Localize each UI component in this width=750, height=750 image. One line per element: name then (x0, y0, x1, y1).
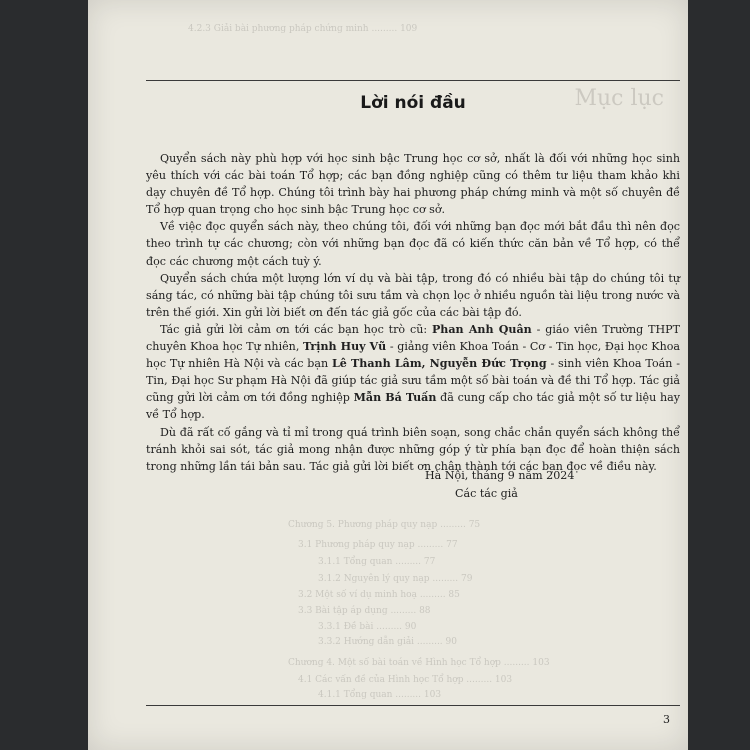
show-through-line: 4.2.3 Giải bài phương pháp chứng minh ......... 109 (188, 24, 418, 34)
show-through-line: 3.3 Bài tập áp dụng ......... 88 (298, 606, 431, 616)
page-number: 3 (663, 713, 670, 726)
show-through-line: 3.3.1 Đề bài ......... 90 (318, 622, 417, 632)
show-through-line: Chương 5. Phương pháp quy nạp ......... 75 (288, 520, 481, 530)
place-date: Hà Nội, tháng 9 năm 2024 (425, 469, 575, 482)
paragraph-2: Về việc đọc quyển sách này, theo chúng tôi, đối với những bạn đọc mới bắt đầu thì nên đọc theo trình tự các chương; còn với những bạn đọc đã có kiến thức căn bản về Tổ hợp, có thể đọc các chương một cách tuỳ ý. (146, 220, 680, 268)
show-through-line: 4.1.1 Tổng quan ......... 103 (318, 690, 442, 700)
show-through-line: Chương 4. Một số bài toán về Hình học Tổ hợp ......... 103 (288, 658, 550, 668)
show-through-line: 4.1 Các vấn đề của Hình học Tổ hợp ......... 103 (298, 675, 513, 685)
person-name: Mẫn Bá Tuấn (353, 391, 437, 405)
book-page (88, 0, 688, 750)
paragraph-4-text: - sinh viên Khoa Toán - Tin, Đại học Sư phạm Hà Nội đã giúp tác giả sưu tầm một số bài toán và đề thi Tổ hợp. Tác giả cũng gửi lời cảm ơn tới đồng nghiệp (146, 357, 680, 405)
show-through-line: 3.3.2 Hướng dẫn giải ......... 90 (318, 637, 457, 647)
preface-body (146, 150, 680, 475)
paragraph-4 (146, 321, 680, 424)
show-through-title: Mục lục (574, 86, 664, 111)
paragraph-4-text: - giáo viên Trường THPT chuyên Khoa học Tự nhiên, (146, 322, 681, 354)
paragraph-4-text: - giảng viên Khoa Toán - Cơ - Tin học, Đại học Khoa học Tự nhiên Hà Nội và các bạn (146, 340, 681, 371)
paragraph-3: Quyển sách chứa một lượng lớn ví dụ và bài tập, trong đó có nhiều bài tập do chúng tôi tự sáng tác, có những bài tập chúng tôi sưu tầm và chọn lọc ở nhiều nguồn tài liệu trong nước và trên thế giới. Xin gửi lời biết ơn đến tác giả gốc của các bài tập đó. (146, 271, 680, 319)
header-rule (146, 80, 680, 81)
show-through-line: 3.1 Phương pháp quy nạp ......... 77 (298, 540, 458, 550)
show-through-line: 3.2 Một số ví dụ minh hoạ ......... 85 (298, 590, 460, 600)
paragraph-5: Dù đã rất cố gắng và tỉ mỉ trong quá trình biên soạn, song chắc chắn quyển sách không thể tránh khỏi sai sót, tác giả mong nhận được những góp ý từ phía bạn đọc để hoàn thiện sách trong những lần tái bản sau. Tác giả gửi lời biết ơn chân thành tới các bạn đọc về điều này. (146, 425, 680, 473)
footer-rule (146, 705, 680, 706)
paragraph-4-text: đã cung cấp cho tác giả một số tư liệu hay về Tổ hợp. (146, 391, 681, 422)
show-through-line: 3.1.1 Tổng quan ......... 77 (318, 557, 436, 567)
person-name: Phan Anh Quân (431, 322, 532, 336)
paragraph-1: Quyển sách này phù hợp với học sinh bậc Trung học cơ sở, nhất là đối với những học sinh yêu thích với các bài toán Tổ hợp; các bạn đồng nghiệp cũng có thêm tư liệu tham khảo khi dạy chuyên đề Tổ hợp. Chúng tôi trình bày hai phương pháp chứng minh và một số chuyên đề Tổ hợp quan trọng cho học sinh bậc Trung học cơ sở. (146, 152, 680, 217)
person-name: Trịnh Huy Vũ (302, 340, 387, 354)
authors-signature: Các tác giả (455, 487, 518, 500)
page-title: Lời nói đầu (360, 93, 466, 113)
show-through-line: 3.1.2 Nguyên lý quy nạp ......... 79 (318, 574, 473, 584)
paragraph-4-text: Tác giả gửi lời cảm ơn tới các bạn học trò cũ: (160, 322, 432, 336)
person-name: Lê Thanh Lâm, Nguyễn Đức Trọng (331, 357, 547, 371)
